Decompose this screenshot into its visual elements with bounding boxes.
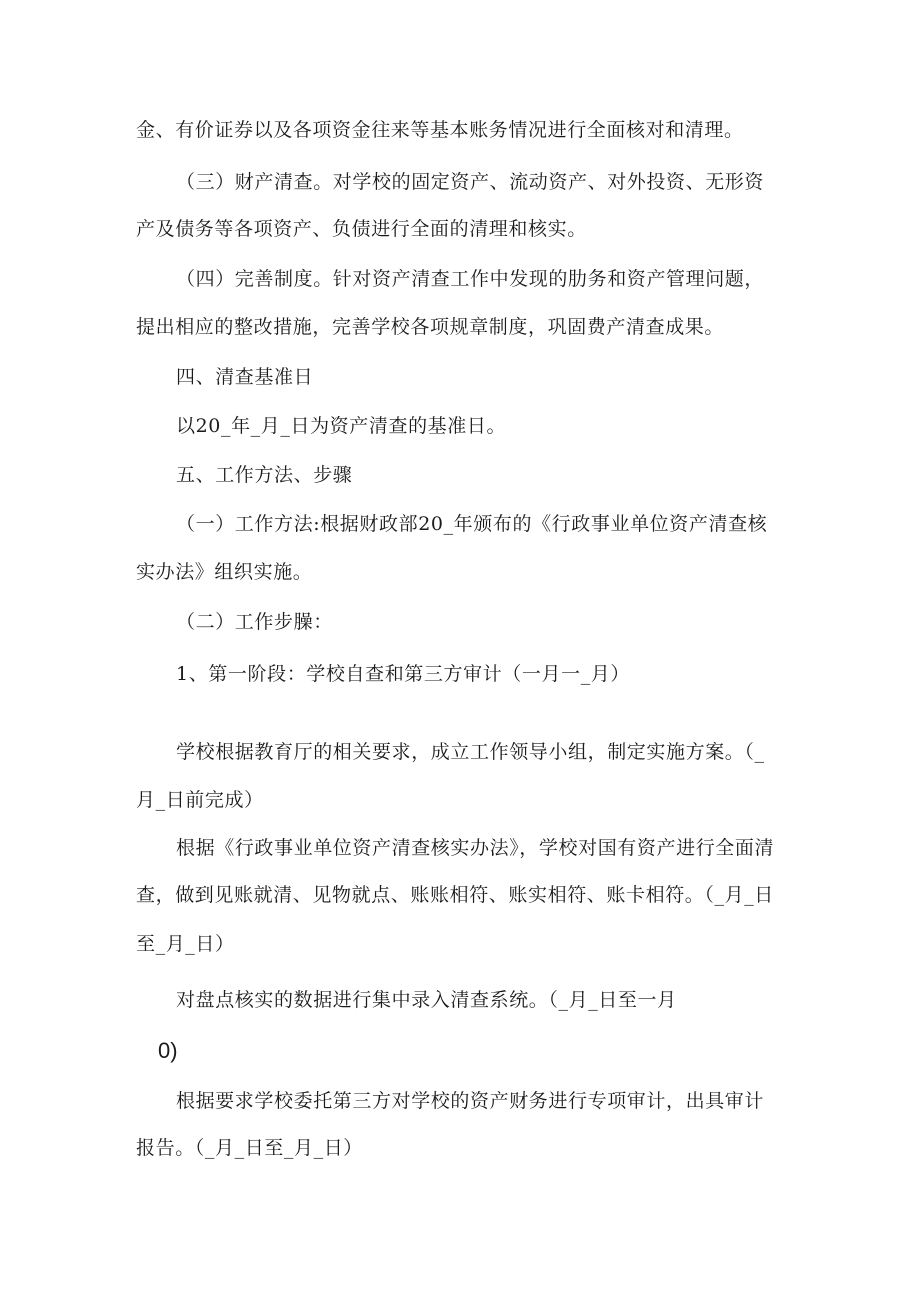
text-line-9: （一）工作方法:根据财政部20_年颁布的《行政事业单位资产清查核: [176, 513, 768, 535]
text-line-14: 月_日前完成）: [136, 789, 264, 811]
text-line-7: 以20_年_月_日为资产清查的基准日。: [176, 415, 507, 437]
text-line-16: 查，做到见账就清、见物就点、账账相符、账实相符、账卡相符。（_月_日: [136, 884, 774, 906]
text-line-21: 报告。（_月_日至_月_日）: [136, 1137, 363, 1159]
text-line-18: 对盘点核实的数据进行集中录入清查系统。（_月_日至一月: [176, 989, 677, 1011]
text-line-4: （四）完善制度。针对资产清查工作中发现的肋务和资产管理问题，: [176, 268, 765, 290]
text-line-2: （三）财产清查。对学校的固定资产、流动资产、对外投资、无形资: [176, 171, 765, 193]
text-line-17: 至_月_日）: [136, 933, 235, 955]
text-line-3: 产及债务等各项资产、负债进行全面的清理和核实。: [136, 218, 587, 240]
text-line-15: 根据《行政事业单位资产清查核实办法》，学校对国有资产进行全面清: [176, 837, 775, 859]
section-heading-4: 四、清查基准日: [176, 366, 314, 388]
section-heading-5: 五、工作方法、步骤: [176, 464, 353, 486]
text-line-12: 1、第一阶段：学校自查和第三方审计（一月一_月）: [176, 663, 630, 685]
text-line-5: 提出相应的整改措施，完善学校各项规章制度，巩固费产清查成果。: [136, 316, 725, 338]
text-line-13: 学校根据教育厅的相关要求，成立工作领导小组，制定实施方案。（_: [176, 741, 765, 763]
text-line-1: 金、有价证券以及各项资金往来等基本账务情况进行全面核对和清理。: [136, 119, 744, 141]
text-line-20: 根据要求学校委托第三方对学校的资产财务进行专项审计，出具审计: [176, 1090, 765, 1112]
text-line-10: 实办法》组织实施。: [136, 561, 313, 583]
text-line-19: 0): [158, 1038, 178, 1063]
text-line-11: （二）工作步臊：: [176, 611, 333, 633]
